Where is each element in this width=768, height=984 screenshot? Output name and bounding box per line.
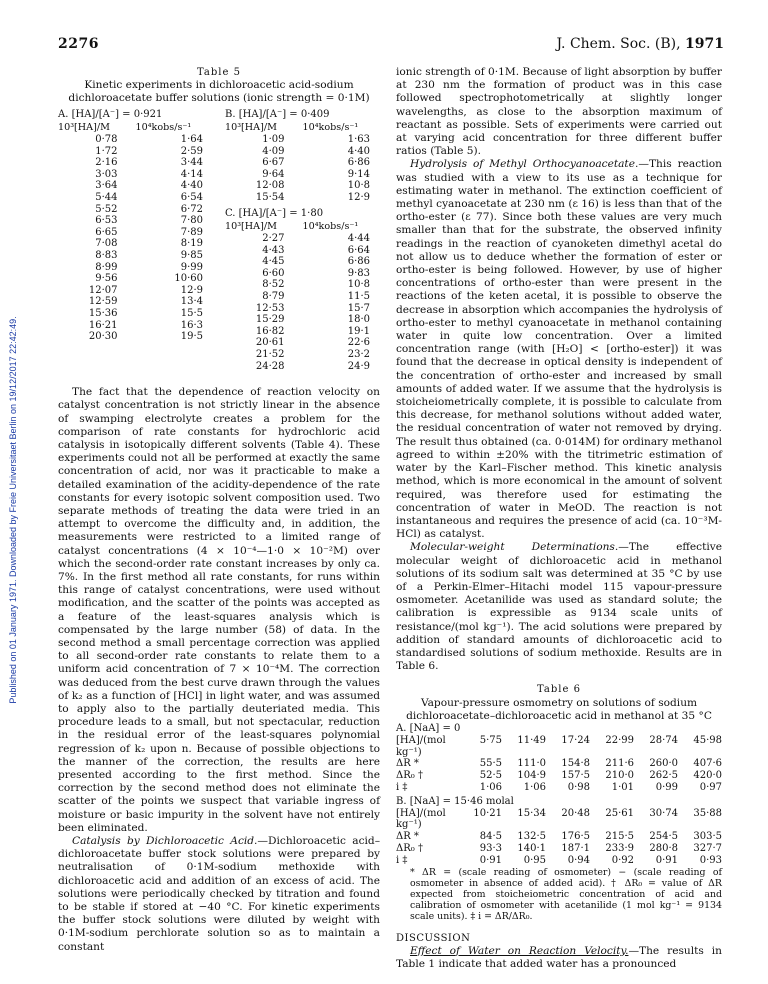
- section-heading: Catalysis by Dichloroacetic Acid.: [72, 835, 258, 848]
- table6-a-rows: [396, 735, 722, 794]
- page-number: 2276: [58, 36, 99, 52]
- table-cell: 2·59: [180, 145, 203, 157]
- table-cell: 52·5: [479, 770, 502, 782]
- table6-b-rows: [396, 808, 722, 867]
- table-cell: 12·53: [255, 302, 285, 314]
- table6-caption: Vapour-pressure osmometry on solutions of sodium dichloroacetate–dichloroacetic acid in methanol at 35 °C: [406, 696, 712, 722]
- table-cell: 6·53: [95, 215, 118, 227]
- table-cell: 15·29: [255, 314, 285, 326]
- table-cell: 1·06: [479, 781, 502, 793]
- table-cell: 12·9: [180, 284, 203, 296]
- discussion-heading: DISCUSSION: [396, 932, 471, 944]
- table-cell: 8·19: [180, 238, 203, 250]
- table6-a-title: A. [NaA] = 0: [396, 722, 461, 734]
- table-cell: i ‡: [396, 781, 408, 793]
- table6-b-title: B. [NaA] = 15·46 molal: [396, 795, 514, 807]
- table-cell: 1·01: [611, 781, 634, 793]
- table-cell: i ‡: [396, 854, 408, 866]
- table-cell: 35·88: [693, 807, 722, 819]
- table-cell: 12·9: [347, 191, 370, 203]
- table-cell: ΔR₀ †: [396, 842, 423, 854]
- paragraph-text: —The effective molecular weight of dichloroacetic acid in methanol solutions of its sodium salt was determined at 35 °C by use of a Perkin-Elmer–Hitachi model 115 vapour-pressure osmometer. Acetanilide was used as standard solute; the calibration is expressible as 9134 scale units of resistance/(mol kg⁻¹). The acid solutions were prepared by addition of standard amounts of dichloroacetic acid to standardised solutions of sodium methoxide. Results are in Table 6.: [396, 541, 722, 673]
- table-cell: 215·5: [605, 831, 634, 843]
- table5-a-rows: [58, 134, 213, 343]
- table-cell: 19·5: [180, 331, 203, 343]
- table-cell: 1·72: [95, 145, 118, 157]
- table-cell: 0·95: [523, 854, 546, 866]
- download-notice-text[interactable]: Published on 01 January 1971. Downloaded by Freie Universitaet Berlin on 19/12/2017 22:42:49.: [8, 316, 18, 704]
- table-cell: 154·8: [561, 758, 590, 770]
- table-cell: 5·75: [479, 734, 502, 746]
- table-cell: 260·0: [649, 758, 678, 770]
- table-cell: 3·64: [95, 180, 118, 192]
- table-cell: 3·03: [95, 168, 118, 180]
- table-row: [396, 831, 722, 843]
- table-cell: 8·99: [95, 261, 118, 273]
- table-cell: 8·83: [95, 249, 118, 261]
- table-cell: 132·5: [517, 831, 546, 843]
- table5-b-headers: [225, 121, 380, 134]
- table-cell: 280·8: [649, 842, 678, 854]
- table-cell: 176·5: [561, 831, 590, 843]
- table-cell: 2·27: [262, 232, 285, 244]
- table-cell: 9·99: [180, 261, 203, 273]
- table-row: [396, 782, 722, 794]
- table-cell: 23·2: [347, 348, 370, 360]
- table-cell: 15·54: [255, 191, 285, 203]
- table-cell: 9·14: [347, 168, 370, 180]
- right-paragraph-3: [396, 541, 722, 673]
- table-cell: 15·5: [180, 307, 203, 319]
- table-cell: 7·89: [180, 226, 203, 238]
- col-header: 10³[HA]/M: [58, 121, 110, 133]
- table-cell: 21·52: [255, 348, 285, 360]
- table-cell: 0·91: [655, 854, 678, 866]
- paragraph-text: —The results in Table 1 indicate that added water has a pronounced: [396, 944, 722, 970]
- table-cell: 6·72: [180, 203, 203, 215]
- table-cell: 3·44: [180, 157, 203, 169]
- table-cell: 24·9: [347, 360, 370, 372]
- table-cell: 6·64: [347, 244, 370, 256]
- table5-label: Table 5: [197, 67, 241, 78]
- table-cell: 4·40: [347, 145, 370, 157]
- table-cell: 262·5: [649, 770, 678, 782]
- table-cell: 20·30: [88, 331, 118, 343]
- table-cell: 9·56: [95, 273, 118, 285]
- table6-label: Table 6: [537, 684, 581, 696]
- table-row: [396, 808, 722, 832]
- table-cell: 0·78: [95, 134, 118, 146]
- table5: [58, 108, 380, 373]
- table-cell: 12·08: [255, 180, 285, 192]
- table-cell: 157·5: [561, 770, 590, 782]
- table-cell: 254·5: [649, 831, 678, 843]
- table-cell: 211·6: [605, 758, 634, 770]
- discussion-paragraph: [396, 945, 722, 971]
- table-cell: 327·7: [693, 842, 722, 854]
- running-header: [557, 36, 724, 52]
- table-cell: ΔR₀ †: [396, 770, 423, 782]
- table-cell: 84·5: [479, 831, 502, 843]
- table-cell: 22·6: [347, 337, 370, 349]
- table-row: [396, 843, 722, 855]
- table-cell: 6·67: [262, 157, 285, 169]
- table-cell: [HA]/(mol kg⁻¹): [396, 807, 446, 831]
- section-heading: Molecular-weight Determinations.: [410, 541, 619, 554]
- table-cell: 0·91: [479, 854, 502, 866]
- table-cell: 1·64: [180, 134, 203, 146]
- table5-c-title: C. [HA]/[A⁻] = 1·80: [225, 207, 324, 219]
- table-cell: 104·9: [517, 770, 546, 782]
- left-paragraph-1: The fact that the dependence of reaction velocity on catalyst concentration is not strictly linear in the absence of swamping electrolyte creates a problem for the comparison of rate constants for hydrochloric acid catalysis in isotopically different solvents (Table 4). These experiments could not all be performed at exactly the same concentration of acid, nor was it practicable to make a detailed examination of the acidity-dependence of the rate constants for every isotopic solvent composition used. Two separate methods of treating the data were tried in an attempt to overcome the difficulty and, in addition, the measurements were restricted to a limited range of catalyst concentrations (4 × 10⁻⁴—1·0 × 10⁻²M) over which the second-order rate constant increases by only ca. 7%. In the first method all rate constants, for runs within this range of catalyst concentrations, were used without modification, and the scatter of the points was accepted as a feature of the least-squares analysis which is compensated by the large number (58) of data. In the second method a small percentage correction was applied to all second-order rate constants to relate them to a uniform acid concentration of 7 × 10⁻⁴M. The correction was deduced from the best curve drawn through the values of k₂ as a function of [HCl] in light water, and was assumed to apply also to the partially deuteriated media. This procedure leads to a small, but not spectacular, reduction in the residual error of the least-squares polynomial regression of k₂ upon n. Because of possible objections to the manner of the correction, the results are here presented according to the first method. Since the correction by the second method does not eliminate the scatter of the points we suspect that variable ingress of moisture or basic impurity in the solvent have not entirely been eliminated.: [58, 386, 380, 834]
- col-header: 10³[HA]/M: [225, 220, 277, 232]
- table-cell: 16·82: [255, 325, 285, 337]
- table-cell: ΔR *: [396, 758, 419, 770]
- table5-part-a: [58, 108, 213, 373]
- table-cell: 18·0: [347, 314, 370, 326]
- table-cell: 55·5: [479, 758, 502, 770]
- paragraph-text: —Dichloroacetic acid–dichloroacetate buffer stock solutions were prepared by neutralisation of 0·1M-sodium methoxide with dichloroacetic acid and addition of an excess of acid. The solutions were periodically checked by titration and found to be stable if stored at −40 °C. For kinetic experiments the buffer stock solutions were diluted by weight with 0·1M-sodium perchlorate solution so as to maintain a constant: [58, 835, 380, 953]
- table-cell: 22·99: [605, 734, 634, 746]
- table-cell: 6·65: [95, 226, 118, 238]
- table-cell: 4·44: [347, 232, 370, 244]
- table-cell: 6·60: [262, 267, 285, 279]
- table-cell: 7·80: [180, 215, 203, 227]
- table-cell: 93·3: [479, 842, 502, 854]
- table-cell: 0·93: [699, 854, 722, 866]
- table-row: [396, 855, 722, 867]
- table-cell: 15·36: [88, 307, 118, 319]
- col-header: 10⁴kobs/s⁻¹: [302, 121, 359, 133]
- table5-b-title: B. [HA]/[A⁻] = 0·409: [225, 108, 330, 120]
- journal-name: J. Chem. Soc. (B),: [556, 36, 686, 52]
- right-paragraph-1: ionic strength of 0·1M. Because of light absorption by buffer at 230 nm the formation of product was in this case followed spectrophotometrically at slightly longer wavelengths, as close to the absorption maximum of reactant as possible. Sets of experiments were carried out at varying acid concentration for three different buffer ratios (Table 5).: [396, 66, 722, 158]
- table-cell: 7·08: [95, 238, 118, 250]
- table5-c-headers: [225, 220, 380, 233]
- table-cell: 24·28: [255, 360, 285, 372]
- table-cell: 8·79: [262, 290, 285, 302]
- table-cell: 25·61: [605, 807, 634, 819]
- table-cell: 9·64: [262, 168, 285, 180]
- table-cell: 420·0: [693, 770, 722, 782]
- table-cell: 20·61: [255, 337, 285, 349]
- table-cell: 5·52: [95, 203, 118, 215]
- table-cell: 111·0: [517, 758, 546, 770]
- table5-part-bc: [225, 108, 380, 373]
- table-cell: 233·9: [605, 842, 634, 854]
- table5-b-rows: [225, 134, 380, 204]
- table-cell: 28·74: [649, 734, 678, 746]
- right-column: [396, 66, 722, 971]
- col-header: 10⁴kobs/s⁻¹: [302, 220, 359, 232]
- col-header: 10⁴kobs/s⁻¹: [135, 121, 192, 133]
- table-cell: 4·40: [180, 180, 203, 192]
- table-cell: 45·98: [693, 734, 722, 746]
- table-cell: 0·99: [655, 781, 678, 793]
- table-cell: 140·1: [517, 842, 546, 854]
- table-cell: 10·8: [347, 180, 370, 192]
- table6-footnote: * ΔR = (scale reading of osmometer) − (scale reading of osmometer in absence of added acid). † ΔR₀ = value of ΔR expected from stoicheiometric concentration of acid and calibration of osmometer with acetanilide (1 mol kg⁻¹ = 9134 scale units). ‡ i = ΔR/ΔR₀.: [410, 866, 722, 922]
- table-cell: 16·3: [180, 319, 203, 331]
- table-cell: 0·92: [611, 854, 634, 866]
- col-header: 10³[HA]/M: [225, 121, 277, 133]
- section-heading: Hydrolysis of Methyl Orthocyanoacetate.: [410, 158, 639, 171]
- table-cell: 210·0: [605, 770, 634, 782]
- table5-caption: Kinetic experiments in dichloroacetic acid-sodium dichloroacetate buffer solutions (ionic strength = 0·1M): [68, 79, 370, 105]
- table6: [396, 723, 722, 867]
- table-cell: 4·09: [262, 145, 285, 157]
- table-cell: 15·7: [347, 302, 370, 314]
- table-cell: 12·59: [88, 296, 118, 308]
- table-cell: 6·86: [347, 256, 370, 268]
- table-cell: 10·8: [347, 279, 370, 291]
- table-cell: 1·09: [262, 134, 285, 146]
- table-cell: [HA]/(mol kg⁻¹): [396, 734, 446, 758]
- table-cell: 0·94: [567, 854, 590, 866]
- table-cell: 4·43: [262, 244, 285, 256]
- table-cell: 2·16: [95, 157, 118, 169]
- left-column: [58, 66, 380, 954]
- table-cell: 4·45: [262, 256, 285, 268]
- table5-a-headers: [58, 121, 213, 134]
- table-cell: 4·14: [180, 168, 203, 180]
- table-cell: 303·5: [693, 831, 722, 843]
- section-heading: Effect of Water on Reaction Velocity.: [410, 944, 629, 957]
- table-cell: 1·63: [347, 134, 370, 146]
- right-paragraph-2: [396, 158, 722, 541]
- table-cell: 30·74: [649, 807, 678, 819]
- table-cell: 10·21: [473, 807, 502, 819]
- table-row: [396, 770, 722, 782]
- left-paragraph-2: [58, 835, 380, 954]
- table-row: [396, 758, 722, 770]
- table-row: [396, 735, 722, 759]
- table-cell: 13·4: [180, 296, 203, 308]
- table-cell: 407·6: [693, 758, 722, 770]
- table-cell: ΔR *: [396, 831, 419, 843]
- table-cell: 11·49: [517, 734, 546, 746]
- table-cell: 11·5: [347, 290, 370, 302]
- table-cell: 0·97: [699, 781, 722, 793]
- table-cell: 15·34: [517, 807, 546, 819]
- journal-year: 1971: [685, 36, 724, 52]
- table-cell: 9·83: [347, 267, 370, 279]
- table-cell: 1·06: [523, 781, 546, 793]
- table-cell: 9·85: [180, 249, 203, 261]
- download-notice[interactable]: [4, 180, 22, 840]
- table5-c-rows: [225, 233, 380, 372]
- table-cell: 0·98: [567, 781, 590, 793]
- table-cell: 5·44: [95, 191, 118, 203]
- paragraph-text: —This reaction was studied with a view to its use as a technique for estimating water in methanol. The extinction coefficient of methyl cyanoacetate at 230 nm (ε 16) is less than that of the ortho-ester (ε 77). Since both these values are very much smaller than that for the substrate, the observed infinity readings in the reaction of cyanoketen dimethyl acetal do not allow us to deduce whether the formation of ester or ortho-ester is being followed. However, by use of higher concentrations of ortho-ester than were present in the reactions of the keten acetal, it is possible to observe the decrease in absorption which accompanies the hydrolysis of ortho-ester to methyl cyanoacetate in methanol containing water in quite low concentration. Over a limited concentration range (with [H₂O] < [ortho-ester]) it was found that the decrease in optical density is independent of the concentration of ortho-ester and increased by small amounts of added water. If we assume that the hydrolysis is stoicheiometrically complete, it is possible to calculate from this decrease, for methanol solutions without added water, the residual concentration of water not removed by drying. The result thus obtained (ca. 0·014M) for ordinary methanol agreed to within ±20% with the titrimetric estimation of water by the Karl–Fischer method. This kinetic analysis method, which is more economical in the amount of solvent required, was therefore used for estimating the concentration of water in MeOD. The reaction is not instantaneous and requires the presence of acid (ca. 10⁻³M-HCl) as catalyst.: [396, 158, 723, 541]
- table-cell: 8·52: [262, 279, 285, 291]
- table-cell: 6·86: [347, 157, 370, 169]
- table-cell: 6·54: [180, 191, 203, 203]
- table-cell: 10·60: [174, 273, 203, 285]
- table-cell: 19·1: [347, 325, 370, 337]
- table-cell: 187·1: [561, 842, 590, 854]
- table-cell: 17·24: [561, 734, 590, 746]
- table-cell: 20·48: [561, 807, 590, 819]
- table-cell: 16·21: [88, 319, 118, 331]
- table5-a-title: A. [HA]/[A⁻] = 0·921: [58, 108, 163, 120]
- table-cell: 12·07: [88, 284, 118, 296]
